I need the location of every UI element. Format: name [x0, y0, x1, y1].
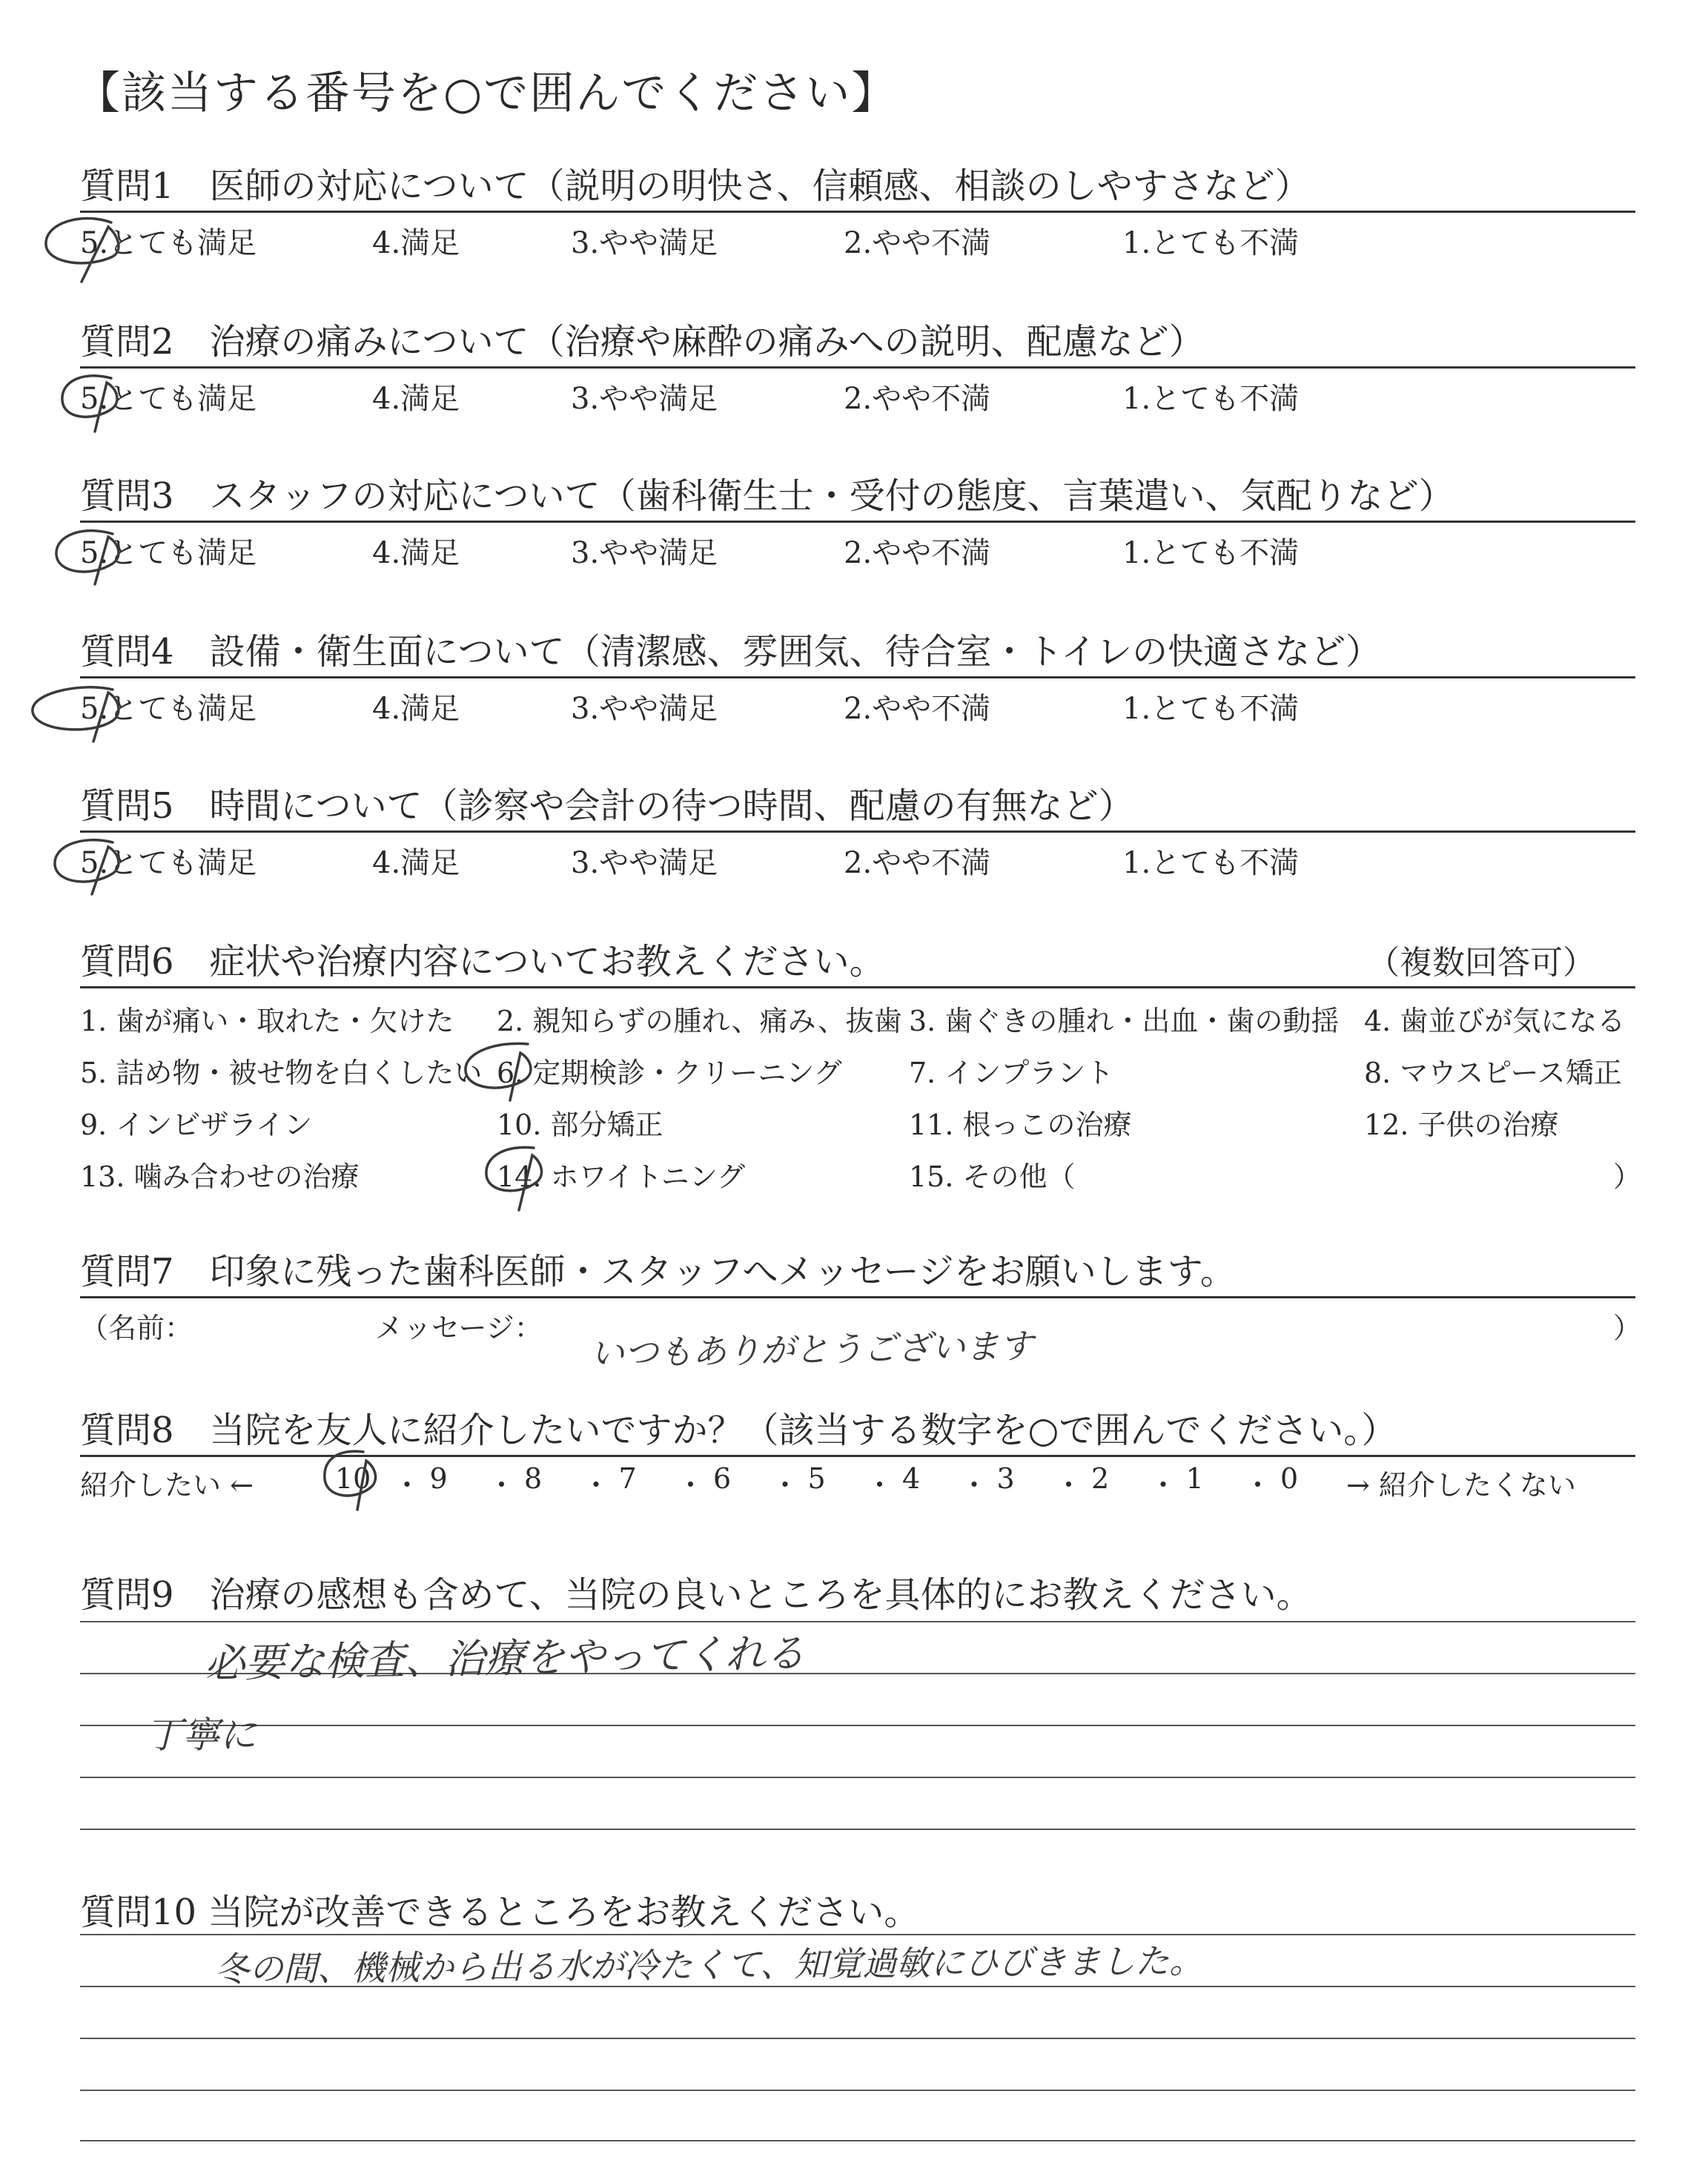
q1-title: 質問1 医師の対応について（説明の明快さ、信頼感、相談のしやすさなど） — [80, 165, 1311, 207]
q6-rule — [80, 986, 1635, 988]
q6-option[interactable]: 3. 歯ぐきの腫れ・出血・歯の動揺 — [909, 1005, 1340, 1037]
q3-rule — [80, 521, 1635, 523]
q7-name-label: （名前： — [80, 1312, 193, 1344]
q8-scale-separator: ・ — [1149, 1469, 1178, 1502]
q8-scale-separator: ・ — [865, 1469, 894, 1502]
q3-option[interactable]: 1.とても不満 — [1122, 536, 1300, 570]
q2-option[interactable]: 2.やや不満 — [844, 382, 991, 416]
q1-option[interactable]: 5.とても満足 — [80, 226, 257, 260]
q3-option[interactable]: 3.やや満足 — [571, 536, 718, 570]
q4-title: 質問4 設備・衛生面について（清潔感、雰囲気、待合室・トイレの快適さなど） — [80, 631, 1382, 673]
q8-scale-separator: ・ — [771, 1469, 800, 1502]
q2-title: 質問2 治療の痛みについて（治療や麻酔の痛みへの説明、配慮など） — [80, 321, 1205, 363]
q6-option[interactable]: 14. ホワイトニング — [497, 1160, 746, 1193]
q8-scale-separator: ・ — [582, 1469, 611, 1502]
q3-title: 質問3 スタッフの対応について（歯科衛生士・受付の態度、言葉遣い、気配りなど） — [80, 475, 1454, 517]
q4-option[interactable]: 1.とても不満 — [1122, 692, 1300, 726]
q9-answer-line: 丁寧に — [145, 1714, 256, 1757]
q10-line — [80, 2140, 1635, 2141]
q8-scale-number[interactable]: 9 — [429, 1462, 448, 1495]
q1-option[interactable]: 3.やや満足 — [571, 226, 718, 260]
q6-option[interactable]: 4. 歯並びが気になる — [1364, 1005, 1626, 1037]
q1-option[interactable]: 2.やや不満 — [844, 226, 991, 260]
q9-line — [80, 1621, 1635, 1622]
q6-note: （複数回答可） — [1367, 944, 1595, 982]
q5-option[interactable]: 1.とても不満 — [1122, 846, 1300, 880]
q1-option[interactable]: 4.満足 — [372, 226, 460, 260]
q6-title: 質問6 症状や治療内容についてお教えください。 — [80, 941, 885, 982]
q2-option[interactable]: 3.やや満足 — [571, 382, 718, 416]
q6-option[interactable]: 1. 歯が痛い・取れた・欠けた — [80, 1005, 454, 1037]
q10-line — [80, 2038, 1635, 2039]
q8-scale-separator: ・ — [487, 1469, 516, 1502]
q5-title: 質問5 時間について（診察や会計の待つ時間、配慮の有無など） — [80, 785, 1134, 827]
q8-scale-separator: ・ — [960, 1469, 989, 1502]
q7-message-handwriting: いつもありがとうございます — [589, 1325, 1034, 1374]
q4-option[interactable]: 4.満足 — [372, 692, 460, 726]
q4-option[interactable]: 5.とても満足 — [80, 692, 257, 726]
q2-option[interactable]: 1.とても不満 — [1122, 382, 1300, 416]
q8-scale-number[interactable]: 3 — [996, 1462, 1015, 1495]
q5-option[interactable]: 2.やや不満 — [844, 846, 991, 880]
q3-option[interactable]: 5.とても満足 — [80, 536, 257, 570]
q2-rule — [80, 366, 1635, 369]
q8-scale-number[interactable]: 2 — [1091, 1462, 1110, 1495]
q8-title: 質問8 当院を友人に紹介したいですか？（該当する数字を○で囲んでください。） — [80, 1410, 1397, 1451]
q9-line — [80, 1777, 1635, 1778]
q8-scale-separator: ・ — [393, 1469, 422, 1502]
q6-option[interactable]: 15. その他（ — [909, 1160, 1076, 1193]
q3-option[interactable]: 4.満足 — [372, 536, 460, 570]
q8-scale-number[interactable]: 10 — [335, 1462, 371, 1495]
q5-option[interactable]: 4.満足 — [372, 846, 460, 880]
q6-close-paren: ） — [1613, 1160, 1642, 1193]
q8-scale-number[interactable]: 5 — [807, 1462, 826, 1495]
q1-rule — [80, 211, 1635, 213]
q8-scale-separator: ・ — [1243, 1469, 1272, 1502]
q8-rule — [80, 1455, 1635, 1457]
q2-option[interactable]: 5.とても満足 — [80, 382, 257, 416]
q6-option[interactable]: 11. 根っこの治療 — [909, 1109, 1132, 1141]
q10-title: 質問10 当院が改善できるところをお教えください。 — [80, 1892, 920, 1933]
q6-option[interactable]: 5. 詰め物・被せ物を白くしたい — [80, 1057, 483, 1089]
q6-option[interactable]: 2. 親知らずの腫れ、痛み、抜歯 — [497, 1005, 902, 1037]
q3-option[interactable]: 2.やや不満 — [844, 536, 991, 570]
q9-line — [80, 1829, 1635, 1830]
q8-scale-number[interactable]: 0 — [1280, 1462, 1299, 1495]
q9-answer-line: 必要な検査、治療をやってくれる — [204, 1629, 806, 1688]
q6-option[interactable]: 10. 部分矯正 — [497, 1109, 663, 1141]
q6-option[interactable]: 12. 子供の治療 — [1364, 1109, 1559, 1141]
q7-close-paren: ） — [1613, 1312, 1642, 1344]
q6-option[interactable]: 9. インビザライン — [80, 1109, 313, 1141]
q9-title: 質問9 治療の感想も含めて、当院の良いところを具体的にお教えください。 — [80, 1574, 1312, 1616]
q6-option[interactable]: 13. 噛み合わせの治療 — [80, 1160, 360, 1193]
q7-rule — [80, 1296, 1635, 1298]
q8-scale-number[interactable]: 1 — [1185, 1462, 1204, 1495]
q5-option[interactable]: 5.とても満足 — [80, 846, 257, 880]
q9-line — [80, 1725, 1635, 1726]
q8-scale-separator: ・ — [676, 1469, 705, 1502]
q8-scale-number[interactable]: 4 — [902, 1462, 921, 1495]
q6-option[interactable]: 8. マウスピース矯正 — [1364, 1057, 1622, 1089]
q4-option[interactable]: 3.やや満足 — [571, 692, 718, 726]
q10-line — [80, 1934, 1635, 1935]
q7-message-label: メッセージ： — [375, 1312, 543, 1344]
q8-scale-number[interactable]: 6 — [713, 1462, 732, 1495]
q10-line — [80, 2090, 1635, 2091]
q4-rule — [80, 676, 1635, 678]
q5-option[interactable]: 3.やや満足 — [571, 846, 718, 880]
q8-scale-number[interactable]: 8 — [524, 1462, 543, 1495]
q8-right-label: → 紹介したくない — [1346, 1469, 1576, 1502]
q8-scale-number[interactable]: 7 — [618, 1462, 637, 1495]
q4-option[interactable]: 2.やや不満 — [844, 692, 991, 726]
q5-rule — [80, 830, 1635, 833]
q10-answer-line: 冬の間、機械から出る水が冷たくて、知覚過敏にひびきました。 — [214, 1941, 1204, 1989]
q2-option[interactable]: 4.満足 — [372, 382, 460, 416]
q8-left-label: 紹介したい ← — [80, 1469, 254, 1502]
q6-option[interactable]: 6. 定期検診・クリーニング — [497, 1057, 842, 1089]
q6-option[interactable]: 7. インプラント — [909, 1057, 1114, 1089]
q7-title: 質問7 印象に残った歯科医師・スタッフへメッセージをお願いします。 — [80, 1251, 1236, 1292]
q8-scale-separator: ・ — [1054, 1469, 1083, 1502]
page-title: 【該当する番号を○で囲んでください】 — [76, 67, 898, 119]
q1-option[interactable]: 1.とても不満 — [1122, 226, 1300, 260]
